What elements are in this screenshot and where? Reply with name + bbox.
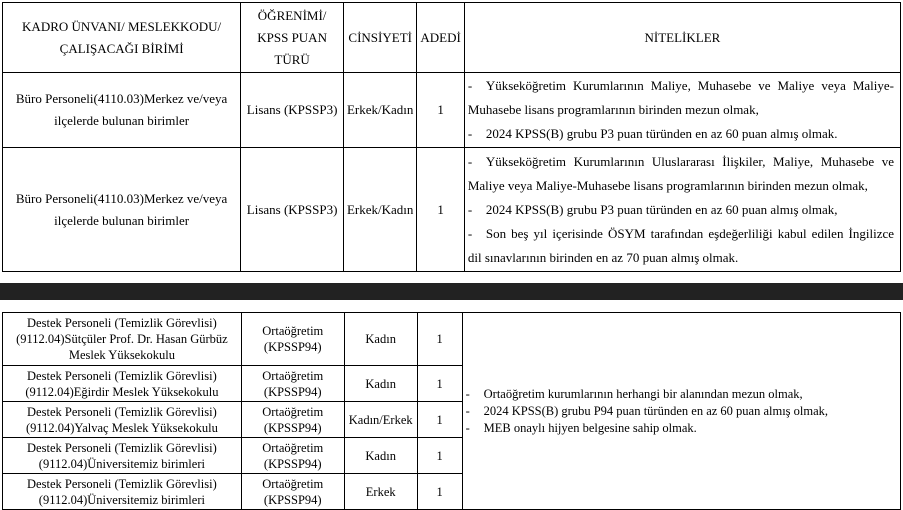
position-title-line2: ilçelerde bulunan birimler — [54, 212, 190, 228]
requirement-text: Yükseköğretim Kurumlarının Uluslararası İlişkiler, Maliye, Muhasebe ve Maliye veya Maliye-Muhasebe lisans programlarının birinden mezun olmak, — [467, 153, 894, 193]
gender-cell: Erkek/Kadın — [343, 73, 416, 148]
position-title-line2: ilçelerde bulunan birimler — [54, 113, 190, 128]
education-cell — [241, 313, 344, 366]
header-count: ADEDİ — [417, 3, 464, 73]
education-line2: (KPSSP94) — [263, 340, 322, 354]
position-title-line1: Büro Personeli(4110.03)Merkez ve/veya — [15, 190, 228, 206]
header-position-line1: KADRO ÜNVANI/ MESLEKKODU/ — [22, 18, 222, 34]
position-title-line2: (9112.04)Yalvaç Meslek Yüksekokulu — [25, 420, 218, 435]
count-cell: 1 — [417, 474, 462, 510]
requirements-cell — [464, 148, 900, 272]
count-cell: 1 — [417, 148, 464, 272]
positions-table-bottom — [2, 312, 901, 510]
position-cell — [3, 474, 242, 510]
requirement-item: - Son beş yıl içerisinde ÖSYM tarafından eşdeğerliliği kabul edilen İngilizce dil sınavlarının birinden en az 70 puan almış olmak. — [467, 225, 894, 265]
requirement-item: - Ortaöğretim kurumlarının herhangi bir alanından mezun olmak, — [465, 386, 803, 401]
requirement-text: Son beş yıl içerisinde ÖSYM tarafından eşdeğerliliği kabul edilen İngilizce dil sınavlarının birinden en az 70 puan almış olmak. — [467, 225, 894, 265]
position-cell — [3, 402, 242, 438]
position-cell — [3, 73, 241, 148]
header-education-line2: KPSS PUAN — [257, 29, 327, 45]
position-cell — [3, 366, 242, 402]
section-divider — [0, 283, 903, 300]
education-cell — [241, 366, 344, 402]
position-title-line2: (9112.04)Üniversitemiz birimleri — [38, 456, 205, 471]
education-cell — [241, 474, 344, 510]
position-cell — [3, 148, 241, 272]
position-title-line2: (9112.04)Eğirdir Meslek Yüksekokulu — [25, 384, 219, 399]
gender-cell: Kadın/Erkek — [344, 402, 417, 438]
position-title-line1: Destek Personeli (Temizlik Görevlisi) — [27, 316, 217, 330]
requirement-text: 2024 KPSS(B) grubu P3 puan türünden en az 60 puan almış olmak. — [485, 126, 838, 141]
education-line1: Ortaöğretim — [262, 404, 324, 419]
requirement-text: Yükseköğretim Kurumlarının Maliye, Muhasebe ve Maliye veya Maliye-Muhasebe lisans programlarının birinden mezun olmak, — [467, 78, 894, 117]
position-cell — [3, 313, 242, 366]
header-education-line1: ÖĞRENİMİ/ — [257, 7, 327, 23]
education-line2: (KPSSP94) — [263, 456, 322, 471]
education-line1: Ortaöğretim — [262, 476, 324, 491]
header-education-line3: TÜRÜ — [274, 51, 310, 67]
position-cell — [3, 438, 242, 474]
gender-cell: Kadın — [344, 366, 417, 402]
gender-cell: Erkek/Kadın — [343, 148, 416, 272]
header-education — [241, 3, 344, 73]
requirement-text: 2024 KPSS(B) grubu P3 puan türünden en az 60 puan almış olmak, — [485, 201, 838, 217]
header-gender: CİNSİYETİ — [343, 3, 416, 73]
position-title-line1: Büro Personeli(4110.03)Merkez ve/veya — [15, 91, 228, 106]
header-position — [3, 3, 241, 73]
gender-cell: Erkek — [344, 474, 417, 510]
education-cell: Lisans (KPSSP3) — [241, 148, 344, 272]
table-header-row — [3, 3, 901, 73]
table-row — [3, 313, 901, 366]
table-row — [3, 73, 901, 148]
gender-cell: Kadın — [344, 313, 417, 366]
education-line1: Ortaöğretim — [262, 368, 324, 383]
position-title-line3: Meslek Yüksekokulu — [68, 348, 175, 362]
positions-table-top — [2, 2, 901, 272]
education-line1: Ortaöğretim — [262, 440, 324, 455]
position-title-line1: Destek Personeli (Temizlik Görevlisi) — [27, 440, 217, 455]
position-title-line2: (9112.04)Üniversitemiz birimleri — [38, 492, 205, 507]
requirement-text: Ortaöğretim kurumlarının herhangi bir alanından mezun olmak, — [483, 386, 803, 401]
requirement-item: - 2024 KPSS(B) grubu P94 puan türünden en az 60 puan almış olmak, — [465, 403, 829, 418]
requirement-text: MEB onaylı hijyen belgesine sahip olmak. — [483, 420, 697, 435]
count-cell: 1 — [417, 313, 462, 366]
gender-cell: Kadın — [344, 438, 417, 474]
requirement-item: - MEB onaylı hijyen belgesine sahip olmak. — [465, 420, 697, 435]
requirement-item: - Yükseköğretim Kurumlarının Maliye, Muhasebe ve Maliye veya Maliye-Muhasebe lisans programlarının birinden mezun olmak, — [467, 78, 894, 117]
count-cell: 1 — [417, 366, 462, 402]
header-requirements: NİTELİKLER — [464, 3, 900, 73]
count-cell: 1 — [417, 402, 462, 438]
count-cell: 1 — [417, 73, 464, 148]
count-cell: 1 — [417, 438, 462, 474]
education-cell — [241, 402, 344, 438]
requirements-cell — [464, 73, 900, 148]
requirement-item: - Yükseköğretim Kurumlarının Uluslararası İlişkiler, Maliye, Muhasebe ve Maliye veya Maliye-Muhasebe lisans programlarının birinden mezun olmak, — [467, 153, 894, 193]
position-title-line1: Destek Personeli (Temizlik Görevlisi) — [27, 476, 217, 491]
education-cell — [241, 438, 344, 474]
requirements-cell — [462, 313, 900, 510]
position-title-line2: (9112.04)Sütçüler Prof. Dr. Hasan Gürbüz — [16, 332, 228, 346]
education-cell: Lisans (KPSSP3) — [241, 73, 344, 148]
requirement-item: - 2024 KPSS(B) grubu P3 puan türünden en az 60 puan almış olmak, — [467, 201, 838, 217]
position-title-line1: Destek Personeli (Temizlik Görevlisi) — [27, 404, 217, 419]
education-line2: (KPSSP94) — [263, 384, 322, 399]
education-line1: Ortaöğretim — [262, 324, 324, 338]
requirement-item: - 2024 KPSS(B) grubu P3 puan türünden en az 60 puan almış olmak. — [467, 126, 838, 141]
education-line2: (KPSSP94) — [263, 492, 322, 507]
education-line2: (KPSSP94) — [263, 420, 322, 435]
requirement-text: 2024 KPSS(B) grubu P94 puan türünden en az 60 puan almış olmak, — [483, 403, 829, 418]
position-title-line1: Destek Personeli (Temizlik Görevlisi) — [27, 368, 217, 383]
header-position-line2: ÇALIŞACAĞI BİRİMİ — [59, 40, 184, 56]
table-row — [3, 148, 901, 272]
